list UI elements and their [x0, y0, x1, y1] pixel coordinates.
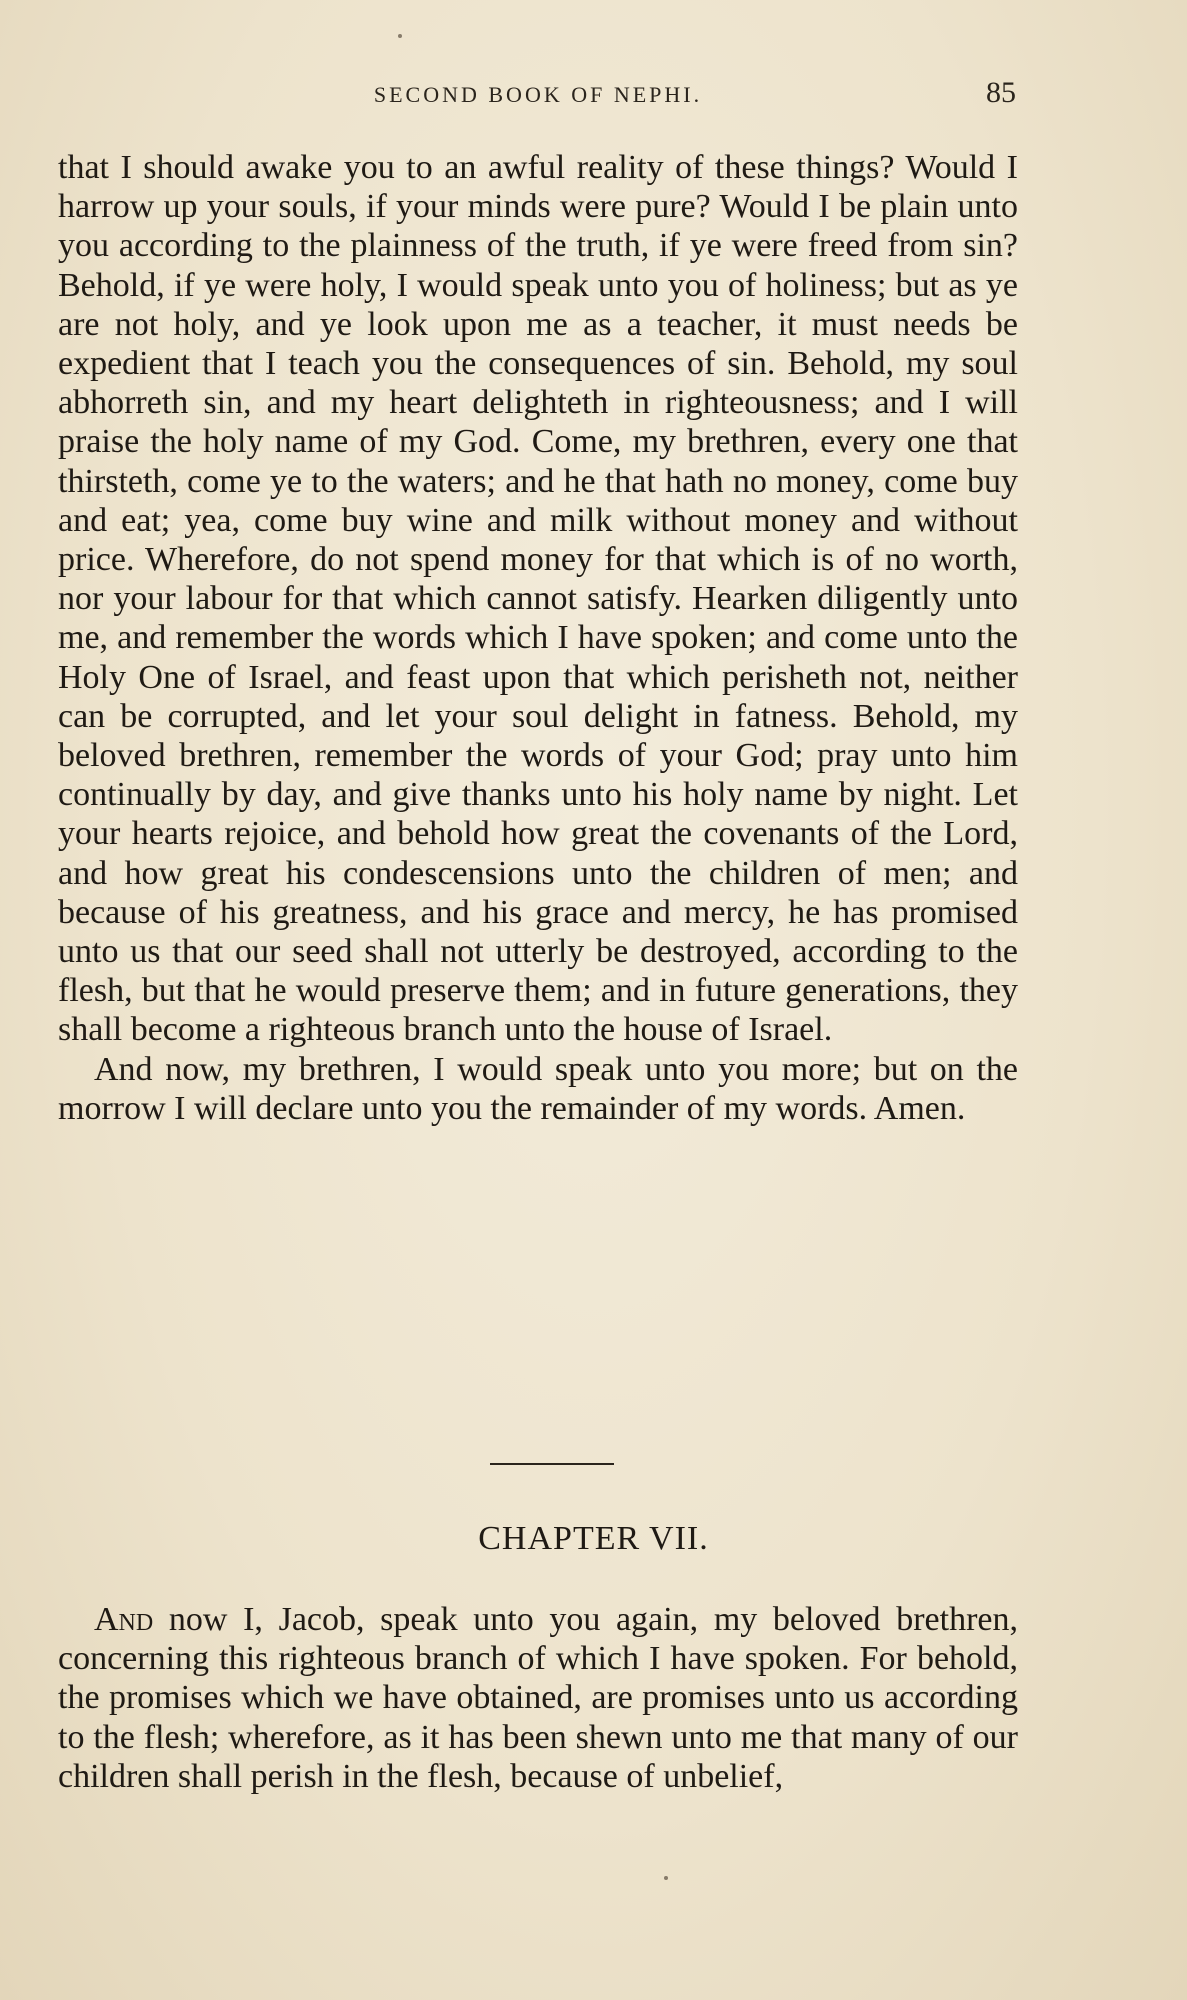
- paragraph: that I should awake you to an awful reality of these things? Would I harrow up your souls, if your minds were pure? Would I be plain unto you according to the plainness of the truth, if ye were freed from sin? Behold, if ye were holy, I would speak unto you of holiness; but as ye are not holy, and ye look upon me as a teacher, it must needs be expedient that I teach you the consequences of sin. Behold, my soul abhorreth sin, and my heart delighteth in righteousness; and I will praise the holy name of my God. Come, my brethren, every one that thirsteth, come ye to the waters; and he that hath no money, come buy and eat; yea, come buy wine and milk without money and without price. Wherefore, do not spend money for that which is of no worth, nor your labour for that which cannot satisfy. Hearken diligently unto me, and remember the words which I have spoken; and come unto the Holy One of Israel, and feast upon that which perisheth not, neither can be corrupted, and let your soul delight in fatness. Behold, my beloved brethren, remember the words of your God; pray unto him continually by day, and give thanks unto his holy name by night. Let your hearts rejoice, and behold how great the covenants of the Lord, and how great his condescensions unto the children of men; and because of his greatness, and his grace and mercy, he has promised unto us that our seed shall not utterly be destroyed, according to the flesh, but that he would preserve them; and in future generations, they shall become a righteous branch unto the house of Israel.: [58, 149, 1018, 1049]
- paragraph: [58, 1600, 1018, 1796]
- section-divider: [490, 1463, 614, 1465]
- ink-speck: [398, 34, 402, 38]
- chapter-text: [58, 1600, 1018, 1796]
- ink-speck: [664, 1876, 668, 1880]
- opening-word: And: [94, 1601, 154, 1638]
- running-title: SECOND BOOK OF NEPHI.: [373, 82, 703, 107]
- paragraph-text: now I, Jacob, speak unto you again, my beloved brethren, concerning this righteous branch of which I have spoken. For behold, the promises which we have obtained, are promises unto us according to the flesh; wherefore, as it has been shewn unto me that many of our children shall perish in the flesh, because of unbelief,: [58, 1601, 1018, 1795]
- paragraph: And now, my brethren, I would speak unto you more; but on the morrow I will declare unto you the remainder of my words. Amen.: [58, 1050, 1018, 1127]
- page-number: 85: [986, 76, 1016, 109]
- body-text: [58, 148, 1018, 1128]
- chapter-heading: CHAPTER VII.: [478, 1520, 709, 1557]
- page-header: [58, 76, 1018, 116]
